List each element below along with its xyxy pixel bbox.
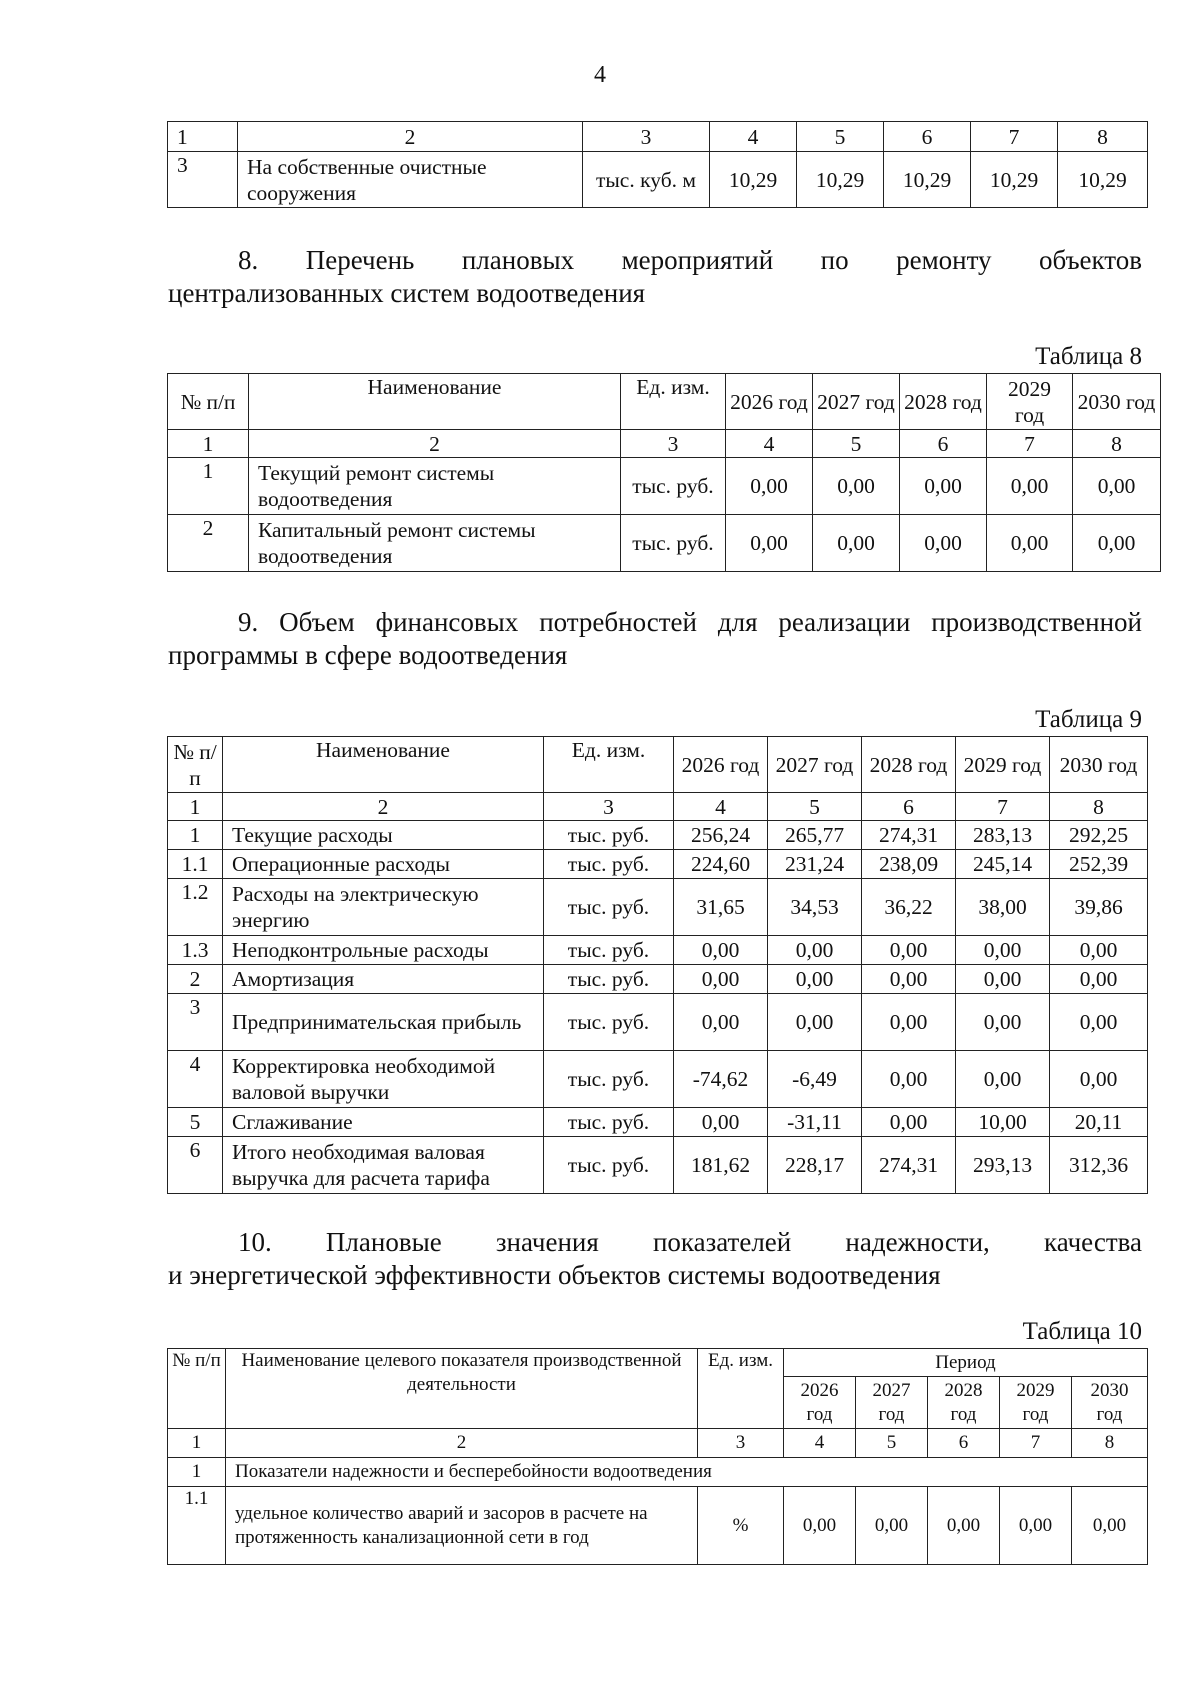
colnum-row: 1 2 3 4 5 6 7 8 xyxy=(168,1429,1148,1458)
table-row: 1.3 Неподконтрольные расходы тыс. руб. 0,00 0,00 0,00 0,00 0,00 xyxy=(168,936,1148,965)
table-row: 3 На собственные очистные сооружения тыс. куб. м 10,29 10,29 10,29 10,29 10,29 xyxy=(168,152,1148,208)
col-header-name: Наименование xyxy=(249,374,621,430)
table-10-label: Таблица 10 xyxy=(1022,1318,1142,1345)
table-row: 3 Предпринимательская прибыль тыс. руб. 0,00 0,00 0,00 0,00 0,00 xyxy=(168,994,1148,1051)
colnum-row: 1 2 3 4 5 6 7 8 xyxy=(168,430,1161,458)
col-header-unit: Ед. изм. xyxy=(621,374,726,430)
col-header-num: № п/п xyxy=(168,1349,226,1429)
col-header-num: № п/п xyxy=(168,737,223,793)
table-row: 1 Текущие расходы тыс. руб. 256,24 265,77 274,31 283,13 292,25 xyxy=(168,821,1148,850)
colnum-row: 1 2 3 4 5 6 7 8 xyxy=(168,122,1148,152)
page-number: 4 xyxy=(594,62,606,88)
table-row: 5 Сглаживание тыс. руб. 0,00 -31,11 0,00 10,00 20,11 xyxy=(168,1108,1148,1137)
table-8 xyxy=(167,373,1161,572)
table-row: 1.1 Операционные расходы тыс. руб. 224,60 231,24 238,09 245,14 252,39 xyxy=(168,850,1148,879)
header-years-row: 2026 год 2027 год 2028 год 2029 год 2030 год xyxy=(168,1377,1148,1429)
colnum-row: 1 2 3 4 5 6 7 8 xyxy=(168,793,1148,821)
table-continuation xyxy=(167,121,1148,208)
table-10 xyxy=(167,1348,1148,1565)
group-row: 1 Показатели надежности и бесперебойности водоотведения xyxy=(168,1458,1148,1487)
col-header-period: Период xyxy=(784,1349,1148,1377)
header-row xyxy=(168,1349,1148,1377)
section-8-title: 8. Перечень плановых мероприятий по ремонту объектов централизованных систем водоотведения xyxy=(168,245,1142,308)
table-row: 1 Текущий ремонт системы водоотведения тыс. руб. 0,00 0,00 0,00 0,00 0,00 xyxy=(168,458,1161,515)
table-9-label: Таблица 9 xyxy=(1035,706,1142,733)
section-9-title: 9. Объем финансовых потребностей для реализации производственной программы в сфере водоотведения xyxy=(168,607,1142,670)
table-row: 2 Амортизация тыс. руб. 0,00 0,00 0,00 0,00 0,00 xyxy=(168,965,1148,994)
table-row: 4 Корректировка необходимой валовой выручки тыс. руб. -74,62 -6,49 0,00 0,00 0,00 xyxy=(168,1051,1148,1108)
table-9 xyxy=(167,736,1148,1194)
table-8-label: Таблица 8 xyxy=(1035,343,1142,370)
table-row: 1.2 Расходы на электрическую энергию тыс. руб. 31,65 34,53 36,22 38,00 39,86 xyxy=(168,879,1148,936)
col-header-name: Наименование xyxy=(223,737,544,793)
section-10-title: 10. Плановые значения показателей надежности, качества и энергетической эффективности объектов системы водоотведения xyxy=(168,1227,1142,1290)
col-header-num: № п/п xyxy=(168,374,249,430)
header-row: № п/п Наименование Ед. изм. 2026 год 2027 год 2028 год 2029 год 2030 год xyxy=(168,737,1148,793)
table-row: 6 Итого необходимая валовая выручка для расчета тарифа тыс. руб. 181,62 228,17 274,31 293,13 312,36 xyxy=(168,1137,1148,1194)
table-row: 1.1 удельное количество аварий и засоров в расчете на протяженность канализационной сети в год % 0,00 0,00 0,00 0,00 0,00 xyxy=(168,1487,1148,1565)
table-row: 2 Капитальный ремонт системы водоотведения тыс. руб. 0,00 0,00 0,00 0,00 0,00 xyxy=(168,515,1161,572)
col-header-name: Наименование целевого показателя производственной деятельности xyxy=(226,1349,698,1429)
header-row: № п/п Наименование Ед. изм. 2026 год 2027 год 2028 год 2029 год 2030 год xyxy=(168,374,1161,430)
col-header-unit: Ед. изм. xyxy=(544,737,674,793)
col-header-unit: Ед. изм. xyxy=(698,1349,784,1429)
